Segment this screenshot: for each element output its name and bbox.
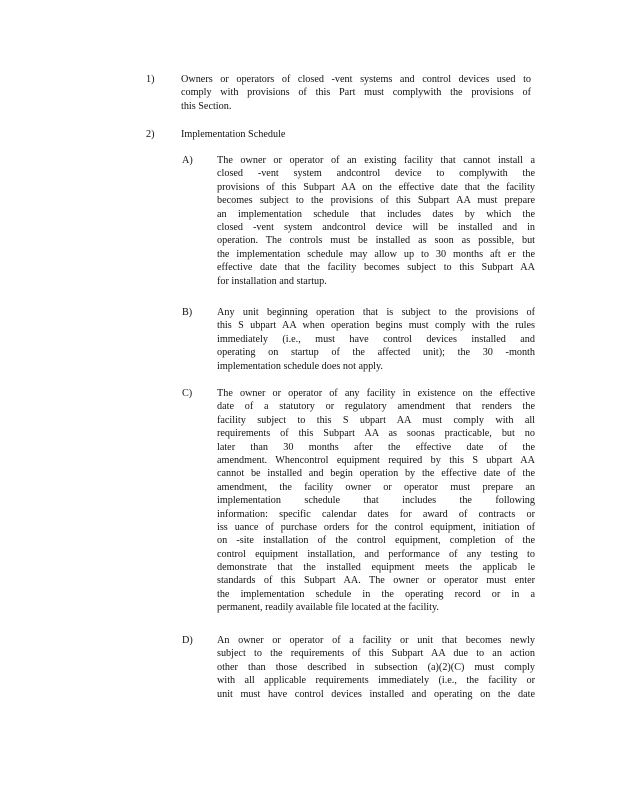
text-line: becomes subject to the provisions of this Subpart AA must prepare xyxy=(217,195,535,207)
text-line: unit must have control devices installed and operating on the date xyxy=(217,688,535,700)
text-line: closed -vent system andcontrol device to complywith the xyxy=(217,168,535,180)
text-line: An owner or operator of a facility or unit that becomes newly xyxy=(217,635,535,646)
text-line: amendment. Whencontrol equipment required by this S ubpart AA xyxy=(217,454,535,466)
subitem-letter: C) xyxy=(182,388,193,399)
text-line: with all applicable requirements immediately (i.e., the facility or xyxy=(217,675,535,687)
text-line: comply with provisions of this Part must complywith the provisions of xyxy=(181,87,531,99)
subitem-text xyxy=(217,387,535,615)
subitem-letter: B) xyxy=(182,307,193,318)
text-line: the implementation schedule in the operating record or in a xyxy=(217,588,535,600)
text-line: control equipment installation, and performance of any testing to xyxy=(217,548,535,560)
text-line: Owners or operators of closed -vent systems and control devices used to xyxy=(181,74,531,85)
item-text xyxy=(181,73,531,113)
text-line: other than those described in subsection (a)(2)(C) must comply xyxy=(217,661,535,673)
subitem-text xyxy=(217,634,535,701)
text-line: requirements of this Subpart AA as soonas practicable, but no xyxy=(217,428,535,440)
text-line: subject to the requirements of this Subpart AA due to an action xyxy=(217,648,535,660)
text-line: provisions of this Subpart AA on the effective date that the facility xyxy=(217,181,535,193)
text-line: The owner or operator of an existing facility that cannot install a xyxy=(217,155,535,166)
text-line: Any unit beginning operation that is subject to the provisions of xyxy=(217,307,535,318)
subitem-text xyxy=(217,306,535,373)
item-number: 2) xyxy=(146,129,155,140)
text-line: an implementation schedule that includes dates by which the xyxy=(217,208,535,220)
text-line: the implementation schedule may allow up to 30 months aft er the xyxy=(217,248,535,260)
text-line: standards of this Subpart AA. The owner or operator must enter xyxy=(217,575,535,587)
text-line: for installation and startup. xyxy=(217,275,327,287)
text-line: operating on startup of the affected unit); the 30 -month xyxy=(217,347,535,359)
subitem-letter: D) xyxy=(182,635,193,646)
text-line: demonstrate that the installed equipment meets the applicab le xyxy=(217,562,535,574)
text-line: iss uance of purchase orders for the control equipment, initiation of xyxy=(217,521,535,533)
text-line: implementation schedule does not apply. xyxy=(217,360,383,372)
text-line: this S ubpart AA when operation begins must comply with the rules xyxy=(217,320,535,332)
text-line: effective date that the facility becomes subject to this Subpart AA xyxy=(217,262,535,274)
text-line: this Section. xyxy=(181,100,232,112)
text-line: amendment, the facility owner or operator must prepare an xyxy=(217,481,535,493)
item-heading xyxy=(181,128,531,141)
text-line: later than 30 months after the effective date of the xyxy=(217,441,535,453)
subitem-text xyxy=(217,154,535,288)
text-line: immediately (i.e., must have control devices installed and xyxy=(217,333,535,345)
text-line: implementation schedule that includes the following xyxy=(217,495,535,507)
text-line: date of a statutory or regulatory amendment that renders the xyxy=(217,401,535,413)
text-line: The owner or operator of any facility in existence on the effective xyxy=(217,388,535,399)
heading-line: Implementation Schedule xyxy=(181,129,286,140)
text-line: information: specific calendar dates for award of contracts or xyxy=(217,508,535,520)
text-line: cannot be installed and begin operation by the effective date of the xyxy=(217,468,535,480)
text-line: on -site installation of the control equipment, completion of the xyxy=(217,535,535,547)
text-line: closed -vent system andcontrol device will be installed and in xyxy=(217,221,535,233)
text-line: operation. The controls must be installed as soon as possible, but xyxy=(217,235,535,247)
subitem-letter: A) xyxy=(182,155,193,166)
item-number: 1) xyxy=(146,74,155,85)
text-line: facility subject to this S ubpart AA must comply with all xyxy=(217,414,535,426)
text-line: permanent, readily available file located at the facility. xyxy=(217,602,439,614)
